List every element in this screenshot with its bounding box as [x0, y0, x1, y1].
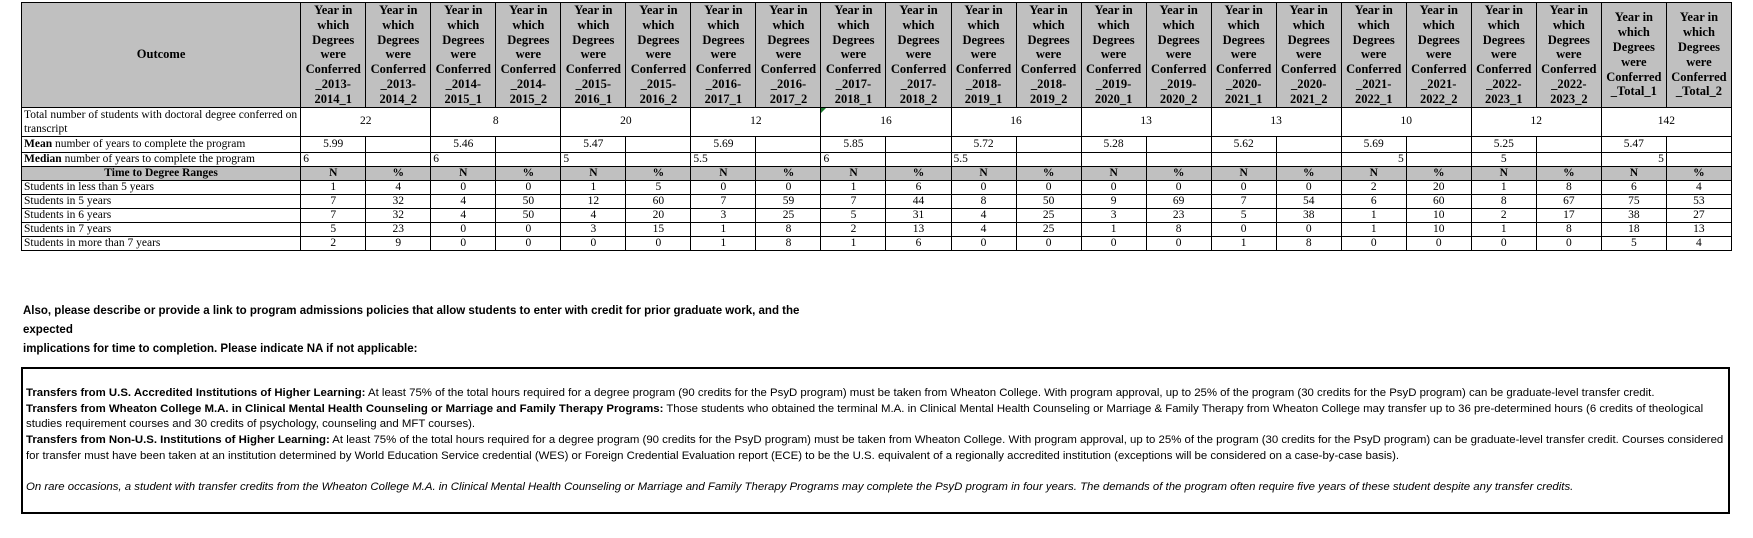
range-percent: 0 — [1146, 180, 1211, 194]
count-column-header: N — [1601, 166, 1666, 180]
median-value — [1016, 152, 1081, 166]
range-percent: 8 — [1276, 236, 1341, 250]
year-header: Year in which Degrees were Conferred _2013-2014_2 — [366, 3, 431, 108]
range-count: 1 — [1471, 222, 1536, 236]
total-value: 12 — [691, 107, 821, 136]
count-column-header: N — [951, 166, 1016, 180]
range-count: 1 — [691, 222, 756, 236]
range-percent: 50 — [496, 194, 561, 208]
year-header: Year in which Degrees were Conferred _2015-2016_2 — [626, 3, 691, 108]
range-percent: 0 — [626, 236, 691, 250]
mean-value: 5.62 — [1211, 136, 1276, 152]
range-percent: 32 — [366, 208, 431, 222]
range-percent: 31 — [886, 208, 951, 222]
mean-row — [22, 136, 1732, 152]
range-row — [22, 236, 1732, 250]
count-column-header: N — [301, 166, 366, 180]
percent-column-header: % — [366, 166, 431, 180]
range-count: 9 — [1081, 194, 1146, 208]
count-column-header: N — [1471, 166, 1536, 180]
range-percent: 10 — [1406, 208, 1471, 222]
count-column-header: N — [821, 166, 886, 180]
range-percent: 69 — [1146, 194, 1211, 208]
range-percent: 53 — [1666, 194, 1731, 208]
range-percent: 0 — [1146, 236, 1211, 250]
range-percent: 13 — [1666, 222, 1731, 236]
median-value — [626, 152, 691, 166]
range-count: 75 — [1601, 194, 1666, 208]
year-header: Year in which Degrees were Conferred _2016-2017_1 — [691, 3, 756, 108]
count-column-header: N — [1081, 166, 1146, 180]
range-percent: 9 — [366, 236, 431, 250]
range-count: 0 — [1081, 236, 1146, 250]
range-label: Students in 5 years — [22, 194, 301, 208]
median-value — [756, 152, 821, 166]
range-label: Students in 6 years — [22, 208, 301, 222]
percent-column-header: % — [496, 166, 561, 180]
median-label-bold: Median — [24, 152, 62, 165]
count-column-header: N — [561, 166, 626, 180]
percent-column-header: % — [1406, 166, 1471, 180]
range-count: 12 — [561, 194, 626, 208]
mean-value — [1276, 136, 1341, 152]
range-count: 5 — [301, 222, 366, 236]
question-line-1: Also, please describe or provide a link to program admissions policies that allow students to enter with credit for prior graduate work, and the expected — [23, 305, 800, 336]
range-count: 0 — [431, 222, 496, 236]
range-percent: 8 — [1146, 222, 1211, 236]
range-count: 7 — [691, 194, 756, 208]
section-label: Time to Degree Ranges — [22, 166, 301, 180]
range-percent: 13 — [886, 222, 951, 236]
total-value: 22 — [301, 107, 431, 136]
range-percent: 0 — [496, 180, 561, 194]
year-header: Year in which Degrees were Conferred _2022-2023_1 — [1471, 3, 1536, 108]
total-value: 16 — [821, 107, 951, 136]
year-header: Year in which Degrees were Conferred _2016-2017_2 — [756, 3, 821, 108]
total-value: 8 — [431, 107, 561, 136]
range-row — [22, 180, 1732, 194]
median-value: 5.5 — [951, 152, 1016, 166]
mean-label — [22, 136, 301, 152]
section-row — [22, 166, 1732, 180]
range-count: 8 — [951, 194, 1016, 208]
year-header: Year in which Degrees were Conferred _2017-2018_2 — [886, 3, 951, 108]
count-column-header: N — [1211, 166, 1276, 180]
range-count: 1 — [821, 180, 886, 194]
range-count: 1 — [1341, 208, 1406, 222]
range-count: 2 — [301, 236, 366, 250]
range-percent: 20 — [1406, 180, 1471, 194]
range-percent: 0 — [1276, 222, 1341, 236]
answer-p2-text: Those students who obtained the terminal M.A. in Clinical Mental Health Counseling or Marriage & Family Therapy from Wheaton College may transfer up to 36 pre-determined hours (6 credits of theological studies requirement courses and 30 credits of psychology, counseling and MFT courses). — [26, 402, 1704, 431]
mean-value — [626, 136, 691, 152]
range-percent: 25 — [1016, 208, 1081, 222]
answer-p1-heading: Transfers from U.S. Accredited Institutions of Higher Learning: — [26, 387, 366, 399]
range-percent: 5 — [626, 180, 691, 194]
median-value — [1146, 152, 1211, 166]
admissions-question — [23, 302, 823, 359]
mean-value — [1406, 136, 1471, 152]
median-value — [1276, 152, 1341, 166]
mean-value: 5.47 — [561, 136, 626, 152]
total-value: 12 — [1471, 107, 1601, 136]
year-header: Year in which Degrees were Conferred _2019-2020_1 — [1081, 3, 1146, 108]
mean-value: 5.47 — [1601, 136, 1666, 152]
range-count: 5 — [1601, 236, 1666, 250]
mean-value — [1146, 136, 1211, 152]
median-value — [1081, 152, 1146, 166]
range-percent: 0 — [1536, 236, 1601, 250]
range-count: 0 — [951, 180, 1016, 194]
median-value: 6 — [301, 152, 366, 166]
range-label: Students in 7 years — [22, 222, 301, 236]
percent-column-header: % — [1276, 166, 1341, 180]
range-count: 2 — [821, 222, 886, 236]
year-header: Year in which Degrees were Conferred _2019-2020_2 — [1146, 3, 1211, 108]
mean-value — [366, 136, 431, 152]
range-percent: 54 — [1276, 194, 1341, 208]
range-percent: 0 — [1016, 236, 1081, 250]
range-count: 0 — [691, 180, 756, 194]
outcome-header: Outcome — [22, 3, 301, 108]
range-percent: 17 — [1536, 208, 1601, 222]
range-count: 7 — [301, 194, 366, 208]
range-count: 1 — [1211, 236, 1276, 250]
range-count: 1 — [561, 180, 626, 194]
median-label-rest: number of years to complete the program — [61, 152, 255, 165]
range-count: 3 — [561, 222, 626, 236]
mean-label-bold: Mean — [24, 137, 53, 150]
median-value — [1211, 152, 1276, 166]
range-percent: 8 — [756, 222, 821, 236]
range-percent: 0 — [1016, 180, 1081, 194]
median-value — [886, 152, 951, 166]
range-count: 0 — [431, 236, 496, 250]
median-value: 5 — [1601, 152, 1666, 166]
year-header: Year in which Degrees were Conferred _2018-2019_1 — [951, 3, 1016, 108]
year-header: Year in which Degrees were Conferred _2013-2014_1 — [301, 3, 366, 108]
range-count: 6 — [1601, 180, 1666, 194]
mean-value: 5.46 — [431, 136, 496, 152]
range-count: 0 — [1211, 222, 1276, 236]
year-header: Year in which Degrees were Conferred _Total_2 — [1666, 3, 1731, 108]
range-count: 0 — [1211, 180, 1276, 194]
range-percent: 23 — [1146, 208, 1211, 222]
year-header: Year in which Degrees were Conferred _2017-2018_1 — [821, 3, 886, 108]
answer-paragraph-wheaton — [26, 402, 1728, 433]
range-count: 3 — [1081, 208, 1146, 222]
range-count: 0 — [561, 236, 626, 250]
percent-column-header: % — [1146, 166, 1211, 180]
median-row — [22, 152, 1732, 166]
range-percent: 0 — [496, 222, 561, 236]
year-header: Year in which Degrees were Conferred _2014-2015_2 — [496, 3, 561, 108]
range-percent: 0 — [496, 236, 561, 250]
range-percent: 15 — [626, 222, 691, 236]
range-count: 7 — [821, 194, 886, 208]
year-header: Year in which Degrees were Conferred _2014-2015_1 — [431, 3, 496, 108]
median-value: 5 — [1341, 152, 1406, 166]
range-count: 4 — [431, 208, 496, 222]
range-count: 6 — [1341, 194, 1406, 208]
median-value: 5.5 — [691, 152, 756, 166]
percent-column-header: % — [756, 166, 821, 180]
year-header: Year in which Degrees were Conferred _2018-2019_2 — [1016, 3, 1081, 108]
percent-column-header: % — [1016, 166, 1081, 180]
range-count: 0 — [1341, 236, 1406, 250]
mean-value: 5.28 — [1081, 136, 1146, 152]
range-count: 2 — [1341, 180, 1406, 194]
range-percent: 23 — [366, 222, 431, 236]
range-count: 1 — [821, 236, 886, 250]
range-count: 1 — [691, 236, 756, 250]
answer-p3-heading: Transfers from Non-U.S. Institutions of Higher Learning: — [26, 434, 330, 447]
range-percent: 10 — [1406, 222, 1471, 236]
range-percent: 50 — [1016, 194, 1081, 208]
range-percent: 8 — [1536, 180, 1601, 194]
range-count: 5 — [1211, 208, 1276, 222]
mean-value: 5.99 — [301, 136, 366, 152]
range-percent: 67 — [1536, 194, 1601, 208]
range-percent: 0 — [1406, 236, 1471, 250]
total-label: Total number of students with doctoral degree conferred on transcript — [22, 107, 301, 136]
range-count: 38 — [1601, 208, 1666, 222]
range-row — [22, 208, 1732, 222]
range-percent: 25 — [756, 208, 821, 222]
percent-column-header: % — [886, 166, 951, 180]
range-percent: 32 — [366, 194, 431, 208]
median-value — [1666, 152, 1731, 166]
range-percent: 60 — [1406, 194, 1471, 208]
year-header: Year in which Degrees were Conferred _2020-2021_1 — [1211, 3, 1276, 108]
mean-value — [1536, 136, 1601, 152]
range-row — [22, 194, 1732, 208]
total-value: 10 — [1341, 107, 1471, 136]
range-count: 5 — [821, 208, 886, 222]
year-header: Year in which Degrees were Conferred _2015-2016_1 — [561, 3, 626, 108]
mean-label-rest: number of years to complete the program — [52, 137, 246, 150]
range-count: 4 — [951, 208, 1016, 222]
answer-paragraph-us — [26, 386, 1728, 402]
range-percent: 8 — [1536, 222, 1601, 236]
median-value — [1406, 152, 1471, 166]
range-percent: 38 — [1276, 208, 1341, 222]
total-value: 13 — [1211, 107, 1341, 136]
answer-note: On rare occasions, a student with transfer credits from the Wheaton College M.A. in Clinical Mental Health Counseling or Marriage and Family Therapy Programs may complete the PsyD program in four years. The demands of the program often require five years of these student despite any transfer credits. — [26, 480, 1574, 493]
range-percent: 6 — [886, 236, 951, 250]
percent-column-header: % — [1666, 166, 1731, 180]
total-value: 13 — [1081, 107, 1211, 136]
range-count: 7 — [301, 208, 366, 222]
range-label: Students in more than 7 years — [22, 236, 301, 250]
total-value: 20 — [561, 107, 691, 136]
mean-value — [756, 136, 821, 152]
mean-value — [1016, 136, 1081, 152]
range-percent: 50 — [496, 208, 561, 222]
mean-value: 5.72 — [951, 136, 1016, 152]
range-count: 0 — [1471, 236, 1536, 250]
range-percent: 44 — [886, 194, 951, 208]
range-percent: 27 — [1666, 208, 1731, 222]
range-count: 3 — [691, 208, 756, 222]
header-row — [22, 3, 1732, 108]
year-header: Year in which Degrees were Conferred _2022-2023_2 — [1536, 3, 1601, 108]
range-count: 8 — [1471, 194, 1536, 208]
range-percent: 0 — [756, 180, 821, 194]
range-count: 0 — [431, 180, 496, 194]
range-count: 1 — [1341, 222, 1406, 236]
median-value: 5 — [1471, 152, 1536, 166]
median-label — [22, 152, 301, 166]
answer-p2-heading: Transfers from Wheaton College M.A. in Clinical Mental Health Counseling or Marriage and Family Therapy Programs: — [26, 402, 664, 415]
median-value: 6 — [821, 152, 886, 166]
range-count: 1 — [301, 180, 366, 194]
answer-paragraph-non-us — [26, 433, 1728, 464]
range-count: 2 — [1471, 208, 1536, 222]
answer-box — [21, 367, 1730, 514]
range-percent: 20 — [626, 208, 691, 222]
range-count: 4 — [951, 222, 1016, 236]
count-column-header: N — [431, 166, 496, 180]
range-percent: 8 — [756, 236, 821, 250]
outcomes-table — [21, 2, 1732, 251]
range-percent: 0 — [1276, 180, 1341, 194]
range-percent: 59 — [756, 194, 821, 208]
median-value — [366, 152, 431, 166]
median-value — [1536, 152, 1601, 166]
range-count: 1 — [1081, 222, 1146, 236]
range-count: 7 — [1211, 194, 1276, 208]
mean-value: 5.85 — [821, 136, 886, 152]
percent-column-header: % — [626, 166, 691, 180]
percent-column-header: % — [1536, 166, 1601, 180]
count-column-header: N — [691, 166, 756, 180]
total-value: 142 — [1601, 107, 1731, 136]
range-count: 4 — [561, 208, 626, 222]
mean-value — [1666, 136, 1731, 152]
question-line-2: implications for time to completion. Please indicate NA if not applicable: — [23, 343, 418, 355]
range-count: 1 — [1471, 180, 1536, 194]
mean-value — [496, 136, 561, 152]
year-header: Year in which Degrees were Conferred _2020-2021_2 — [1276, 3, 1341, 108]
year-header: Year in which Degrees were Conferred _2021-2022_2 — [1406, 3, 1471, 108]
range-percent: 25 — [1016, 222, 1081, 236]
range-row — [22, 222, 1732, 236]
mean-value: 5.25 — [1471, 136, 1536, 152]
year-header: Year in which Degrees were Conferred _2021-2022_1 — [1341, 3, 1406, 108]
range-count: 4 — [431, 194, 496, 208]
count-column-header: N — [1341, 166, 1406, 180]
mean-value: 5.69 — [1341, 136, 1406, 152]
range-percent: 4 — [366, 180, 431, 194]
median-value — [496, 152, 561, 166]
mean-value: 5.69 — [691, 136, 756, 152]
median-value: 5 — [561, 152, 626, 166]
answer-p1-text: At least 75% of the total hours required for a degree program (90 credits for the PsyD program) must be taken from Wheaton College. With program approval, up to 25% of the program (30 credits for the PsyD program) can be graduate-level transfer credit. — [365, 387, 1655, 399]
range-percent: 6 — [886, 180, 951, 194]
total-row — [22, 107, 1732, 136]
total-value: 16 — [951, 107, 1081, 136]
year-header: Year in which Degrees were Conferred _Total_1 — [1601, 3, 1666, 108]
range-percent: 4 — [1666, 180, 1731, 194]
range-count: 0 — [1081, 180, 1146, 194]
mean-value — [886, 136, 951, 152]
range-count: 0 — [951, 236, 1016, 250]
answer-p3-text: At least 75% of the total hours required for a degree program (90 credits for the PsyD program) must be taken from Wheaton College. With program approval, up to 25% of the program (30 credits for the PsyD program) can be graduate-level transfer credit. Courses considered for transfer must have been taken at an institution determined by World Education Service credential (WES) or Foreign Credential Evaluation report (ECE) to be the U.S. equivalent of a regionally accredited institution (exceptions will be considered on a case-by-case basis). — [26, 434, 1724, 462]
range-count: 18 — [1601, 222, 1666, 236]
median-value: 6 — [431, 152, 496, 166]
range-label: Students in less than 5 years — [22, 180, 301, 194]
range-percent: 60 — [626, 194, 691, 208]
range-percent: 4 — [1666, 236, 1731, 250]
